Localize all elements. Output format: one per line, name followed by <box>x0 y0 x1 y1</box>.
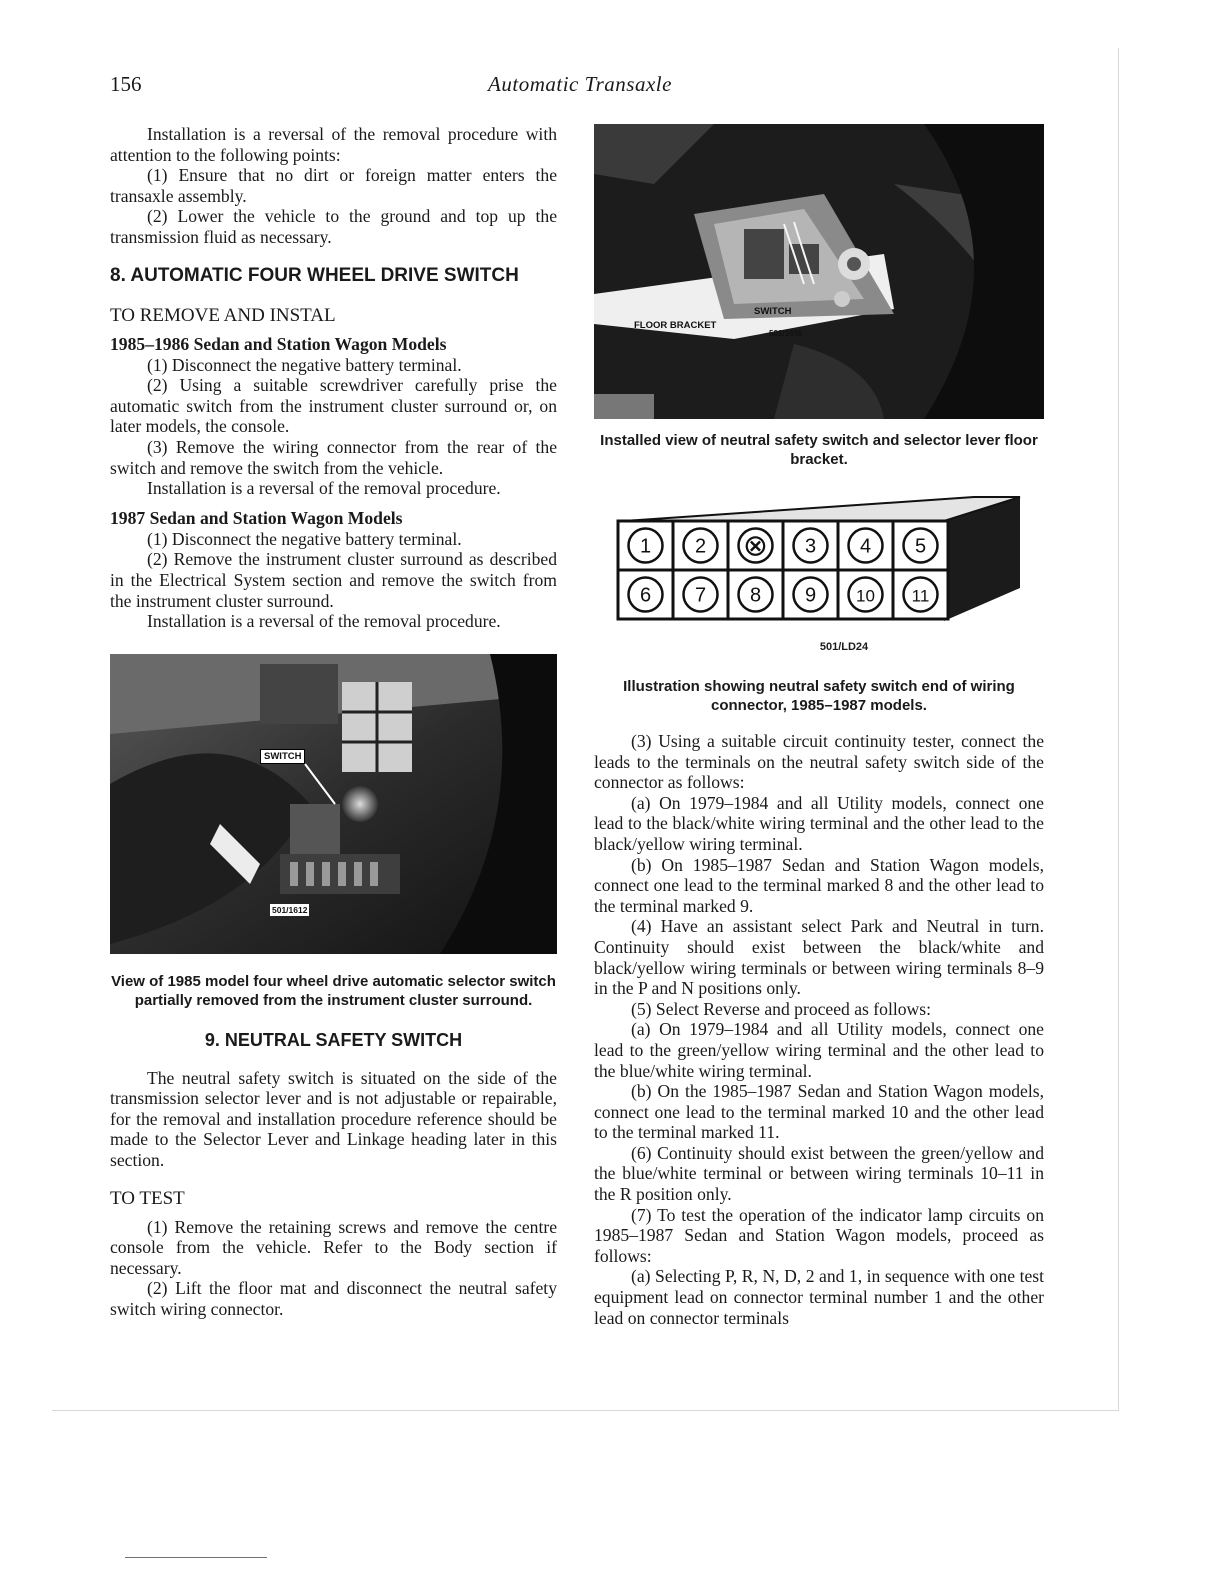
subheading-1987: 1987 Sedan and Station Wagon Models <box>110 507 403 528</box>
connector-caption: Illustration showing neutral safety switch end of wiring connector, 1985–1987 models. <box>623 678 1015 714</box>
connector-code: 501/LD24 <box>819 641 869 653</box>
left-column <box>110 124 557 1320</box>
footnote-rule <box>125 1557 267 1558</box>
intro-paragraph: Installation is a reversal of the removal procedure with attention to the following points: <box>110 124 557 165</box>
test-step: (5) Select Reverse and proceed as follows: <box>631 998 931 1019</box>
photo-neutral-switch-artwork <box>594 124 1044 419</box>
photo-4wd-switch-artwork <box>110 654 557 954</box>
test-substep: (b) On 1985–1987 Sedan and Station Wagon models, connect one lead to the terminal marked 8 and the other lead to the terminal marked 9. <box>594 854 1044 916</box>
step-paragraph: Installation is a reversal of the removal procedure. <box>147 611 501 632</box>
intro-point-1: (1) Ensure that no dirt or foreign matter enters the transaxle assembly. <box>110 165 557 206</box>
terminal-label: 9 <box>804 584 817 607</box>
photo-code: 501/1612 <box>272 904 308 915</box>
terminal-label: 8 <box>749 584 762 607</box>
terminal-label: 5 <box>914 535 927 558</box>
photo-caption: Installed view of neutral safety switch and selector lever floor bracket. <box>600 432 1038 468</box>
connector-illustration <box>594 493 1044 663</box>
connector-artwork <box>594 493 1044 663</box>
test-step: (1) Remove the retaining screws and remove the centre console from the vehicle. Refer to the Body section if necessary. <box>110 1216 557 1278</box>
step-paragraph: (2) Remove the instrument cluster surround as described in the Electrical System section and remove the switch from the instrument cluster surround. <box>110 549 557 611</box>
photo-4wd-switch <box>110 654 557 954</box>
test-step: (7) To test the operation of the indicator lamp circuits on 1985–1987 Sedan and Station Wagon models, proceed as follows: <box>594 1204 1044 1266</box>
photo-neutral-switch <box>594 124 1044 419</box>
test-step: (2) Lift the floor mat and disconnect the neutral safety switch wiring connector. <box>110 1278 557 1320</box>
photo-caption: View of 1985 model four wheel drive automatic selector switch partially removed from the instrument cluster surround. <box>111 972 556 1009</box>
terminal-label: 6 <box>639 584 652 607</box>
section-8-heading: 8. AUTOMATIC FOUR WHEEL DRIVE SWITCH <box>110 264 519 286</box>
photo-label-switch: SWITCH <box>260 749 305 764</box>
terminal-label: 1 <box>639 535 652 558</box>
test-substep: (b) On the 1985–1987 Sedan and Station Wagon models, connect one lead to the terminal marked 10 and the other lead to the terminal marked 11. <box>594 1081 1044 1143</box>
step-paragraph: (3) Remove the wiring connector from the rear of the switch and remove the switch from the vehicle. <box>110 436 557 478</box>
step-paragraph: (1) Disconnect the negative battery terminal. <box>147 354 462 375</box>
test-step: (3) Using a suitable circuit continuity tester, connect the leads to the terminals on the neutral safety switch side of the connector as follows: <box>594 731 1044 793</box>
test-step: (6) Continuity should exist between the green/yellow and the blue/white terminal or between wiring terminals 10–11 in the R position only. <box>594 1142 1044 1205</box>
terminal-label: 7 <box>694 584 707 607</box>
intro-point-2: (2) Lower the vehicle to the ground and top up the transmission fluid as necessary. <box>110 206 557 247</box>
right-column <box>594 124 1044 1328</box>
remove-install-heading: TO REMOVE AND INSTAL <box>110 304 336 326</box>
subheading-1985-1986: 1985–1986 Sedan and Station Wagon Models <box>110 333 447 354</box>
test-substep: (a) On 1979–1984 and all Utility models, connect one lead to the black/white wiring terminal and the other lead to the black/yellow wiring terminal. <box>594 792 1044 854</box>
test-substep: (a) Selecting P, R, N, D, 2 and 1, in sequence with one test equipment lead on connector terminal number 1 and the other lead on connector terminals <box>594 1266 1044 1328</box>
photo-label-floor-bracket: FLOOR BRACKET <box>634 320 717 331</box>
terminal-label: 3 <box>804 535 817 558</box>
section-9-heading: 9. NEUTRAL SAFETY SWITCH <box>204 1029 463 1050</box>
photo-label-switch: SWITCH <box>754 306 792 317</box>
terminal-label: 2 <box>694 535 707 558</box>
step-paragraph: Installation is a reversal of the removal procedure. <box>147 478 501 499</box>
terminal-label: 4 <box>859 535 872 558</box>
neutral-switch-paragraph: The neutral safety switch is situated on the side of the transmission selector lever and is not adjustable or repairable, for the removal and installation procedure reference should be made to the Selector Lever and Linkage heading later in this section. <box>110 1067 557 1171</box>
terminal-label: 10 <box>856 586 875 606</box>
test-substep: (a) On 1979–1984 and all Utility models, connect one lead to the green/yellow wiring terminal and the other lead to the blue/white wiring terminal. <box>594 1019 1044 1081</box>
test-step: (4) Have an assistant select Park and Neutral in turn. Continuity should exist between the black/white and black/yellow wiring terminals or between wiring terminals 8–9 in the P and N positions only. <box>594 916 1044 999</box>
step-paragraph: (2) Using a suitable screwdriver carefully prise the automatic switch from the instrument cluster surround or, on later models, the console. <box>110 375 557 437</box>
photo-code: 501/1636 <box>769 329 803 338</box>
test-heading: TO TEST <box>110 1187 185 1209</box>
step-paragraph: (1) Disconnect the negative battery terminal. <box>147 528 462 549</box>
terminal-label: 11 <box>911 586 930 606</box>
page-number: 156 <box>110 72 142 96</box>
terminal-label: ⊗ <box>742 529 769 563</box>
running-title: Automatic Transaxle <box>488 72 672 96</box>
